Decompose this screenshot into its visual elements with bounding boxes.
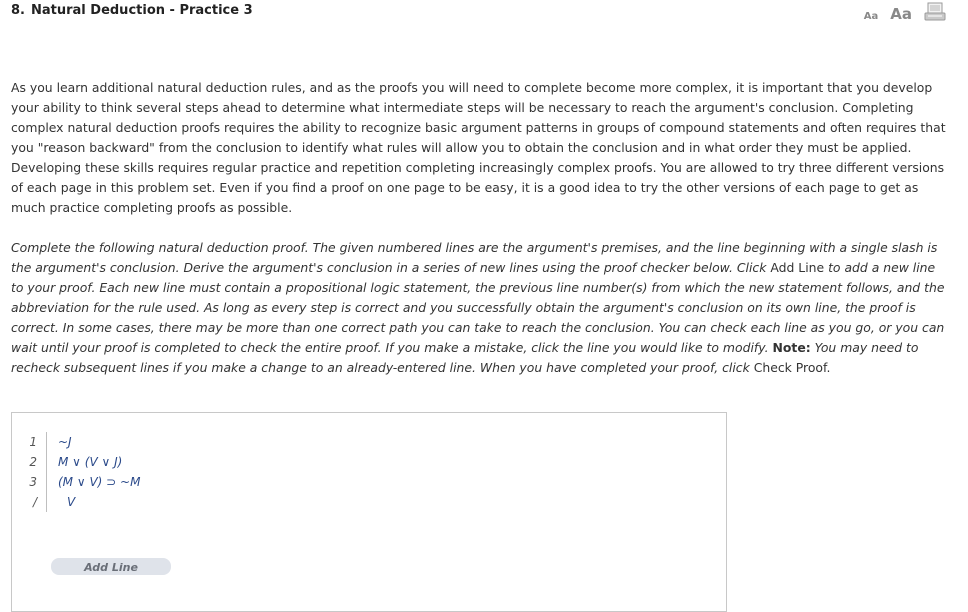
instructions-paragraph bbox=[11, 238, 946, 378]
decrease-font-button[interactable]: Aa bbox=[863, 10, 879, 22]
question-number: 8. bbox=[11, 3, 25, 18]
proof-line[interactable] bbox=[24, 472, 140, 492]
print-button[interactable] bbox=[924, 2, 946, 26]
conclusion-statement: V bbox=[67, 495, 76, 509]
conclusion-line bbox=[24, 492, 140, 512]
proof-line[interactable] bbox=[24, 432, 140, 452]
instructions-text-4: . bbox=[826, 360, 831, 375]
instructions-text-1: Complete the following natural deduction proof. The given numbered lines are the argument's premises, and the line beginning with a single slash is the argument's conclusion. Derive the argument's conclusion in a series of new lines using the proof checker below. Click bbox=[11, 240, 938, 275]
question-title: Natural Deduction - Practice 3 bbox=[30, 3, 253, 18]
instructions-text-2: to add a new line to your proof. Each new line must contain a propositional logic statement, the previous line number(s) from which the new statement follows, and the abbreviation for the rule used. As long as every step is correct and you successfully obtain the argument's conclusion on its own line, the proof is correct. In some cases, there may be more than one correct path you can take to reach the conclusion. You can check each line as you go, or you can wait until your proof is completed to check the entire proof. If you make a mistake, click the line you would like to modify. bbox=[11, 260, 945, 355]
proof-lines bbox=[24, 432, 140, 512]
add-line-reference: Add Line bbox=[770, 260, 825, 275]
line-statement: M ∨ (V ∨ J) bbox=[58, 455, 123, 469]
print-icon bbox=[924, 2, 946, 22]
proof-line[interactable] bbox=[24, 452, 140, 472]
instructions-text-3: You may need to recheck subsequent lines if you make a change to an already-entered line. When you have completed your proof, click bbox=[11, 340, 919, 375]
line-number: 3 bbox=[24, 472, 47, 492]
intro-paragraph: As you learn additional natural deduction rules, and as the proofs you will need to complete become more complex, it is important that you develop your ability to think several steps ahead to determine what intermediate steps will be necessary to reach the argument's conclusion. Completing complex natural deduction proofs requires the ability to recognize basic argument patterns in groups of compound statements and often requires that you "reason backward" from the conclusion to identify what rules will allow you to obtain the conclusion and in what order they must be applied. Developing these skills requires regular practice and repetition completing increasingly complex proofs. You are allowed to try three different versions of each page in this problem set. Even if you find a proof on one page to be easy, it is a good idea to try the other versions of each page to get as much practice completing proofs as possible. bbox=[11, 80, 946, 215]
increase-font-button[interactable]: Aa bbox=[890, 5, 912, 23]
check-proof-reference: Check Proof bbox=[753, 360, 827, 375]
line-statement: (M ∨ V) ⊃ ~M bbox=[58, 475, 141, 489]
conclusion-slash: / bbox=[24, 492, 47, 512]
proof-checker bbox=[11, 412, 727, 612]
line-statement: ~J bbox=[58, 435, 72, 449]
line-number: 2 bbox=[24, 452, 47, 472]
toolbar bbox=[864, 2, 946, 26]
note-label: Note: bbox=[772, 340, 811, 355]
line-number: 1 bbox=[24, 432, 47, 452]
add-line-button[interactable]: Add Line bbox=[51, 558, 171, 575]
page-title bbox=[11, 3, 253, 18]
